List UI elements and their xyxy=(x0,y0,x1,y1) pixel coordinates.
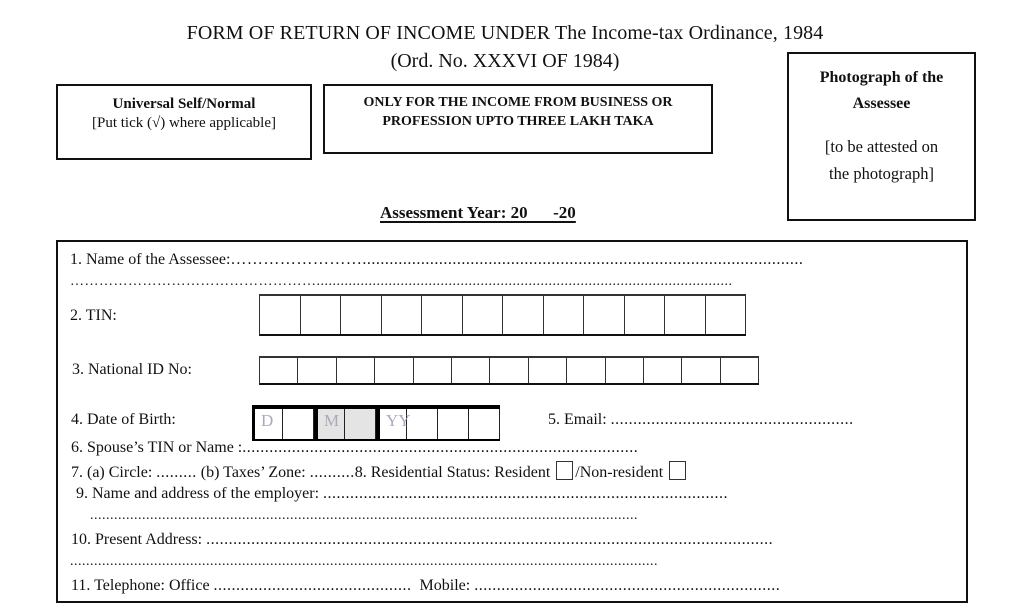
dob-year-cell[interactable]: YY xyxy=(376,409,407,439)
nid-cell[interactable] xyxy=(337,358,375,383)
notice-line-1: ONLY FOR THE INCOME FROM BUSINESS OR xyxy=(363,95,673,110)
nid-cell[interactable] xyxy=(606,358,644,383)
nid-cell[interactable] xyxy=(490,358,528,383)
dob-year-cell[interactable] xyxy=(438,409,469,439)
telephone-mobile-dots[interactable]: .................................................................... xyxy=(474,577,781,594)
assessment-year[interactable] xyxy=(380,203,576,223)
email-label: 5. Email: xyxy=(548,411,607,428)
ordinance-subtitle: (Ord. No. XXXVI OF 1984) xyxy=(390,50,620,72)
dob-input-cells[interactable] xyxy=(252,405,500,441)
name-dots-line2[interactable]: ……………………………………………........................................................................................................ xyxy=(70,274,733,289)
circle-zone-residential-row xyxy=(71,461,688,482)
universal-self-normal-heading: Universal Self/Normal xyxy=(112,96,256,112)
circle-label: 7. (a) Circle: xyxy=(71,464,153,481)
assessment-year-label: Assessment Year: 20 -20 xyxy=(380,203,576,222)
address-dots[interactable]: .............................................................................................................................. xyxy=(206,531,774,548)
dob-month-cell[interactable] xyxy=(345,409,376,439)
employer-dots[interactable]: .......................................................................................... xyxy=(323,485,729,502)
non-resident-checkbox[interactable] xyxy=(669,461,686,480)
photograph-note xyxy=(789,133,974,187)
nid-label: 3. National ID No: xyxy=(72,361,192,378)
employer-label: 9. Name and address of the employer: xyxy=(76,485,320,502)
telephone-mobile-label: Mobile: xyxy=(419,577,471,594)
tin-cell[interactable] xyxy=(382,296,423,334)
email-dots[interactable]: ...................................................... xyxy=(610,411,854,428)
nid-cell[interactable] xyxy=(567,358,605,383)
universal-self-normal-box[interactable] xyxy=(56,84,312,160)
tin-cell[interactable] xyxy=(422,296,463,334)
tin-cell[interactable] xyxy=(341,296,382,334)
notice-line-2: PROFESSION UPTO THREE LAKH TAKA xyxy=(382,114,654,129)
dob-month-cell[interactable]: M xyxy=(314,409,345,439)
taxes-zone-dots[interactable]: .......... xyxy=(309,464,355,481)
nid-input-cells[interactable] xyxy=(259,356,759,385)
employer-dots-line2[interactable]: ......................................................................................................................................... xyxy=(90,508,638,523)
dob-year-cell[interactable] xyxy=(407,409,438,439)
address-label: 10. Present Address: xyxy=(71,531,203,548)
business-income-notice-box xyxy=(323,84,713,154)
photograph-box[interactable] xyxy=(787,52,976,221)
tin-cell[interactable] xyxy=(706,296,747,334)
tin-cell[interactable] xyxy=(665,296,706,334)
non-resident-label: /Non-resident xyxy=(575,464,664,481)
dob-day-cell[interactable] xyxy=(283,409,314,439)
employer-field[interactable] xyxy=(76,485,728,503)
spouse-dots[interactable]: ........................................................................................ xyxy=(242,439,639,456)
photograph-note-line1: [to be attested on xyxy=(824,137,939,156)
residential-status-label: 8. Residential Status: Resident xyxy=(354,464,551,481)
name-field[interactable] xyxy=(70,251,803,269)
tin-cell[interactable] xyxy=(463,296,504,334)
nid-cell[interactable] xyxy=(414,358,452,383)
photograph-heading-line1: Photograph of the xyxy=(819,69,944,86)
telephone-office-dots[interactable]: ............................................ xyxy=(213,577,412,594)
tin-cell[interactable] xyxy=(260,296,301,334)
photograph-note-line2: the photograph] xyxy=(829,164,934,183)
tin-cell[interactable] xyxy=(503,296,544,334)
name-label: 1. Name of the Assessee: xyxy=(70,251,231,268)
telephone-field[interactable] xyxy=(71,577,780,595)
nid-cell[interactable] xyxy=(260,358,298,383)
tick-instruction: [Put tick (√) where applicable] xyxy=(92,115,276,131)
telephone-office-label: 11. Telephone: Office xyxy=(71,577,210,594)
tin-cell[interactable] xyxy=(544,296,585,334)
nid-cell[interactable] xyxy=(298,358,336,383)
name-dots[interactable]: …………………….................................................................................................. xyxy=(230,251,804,268)
dob-day-cell[interactable]: D xyxy=(252,409,283,439)
taxes-zone-label: (b) Taxes’ Zone: xyxy=(200,464,306,481)
nid-cell[interactable] xyxy=(452,358,490,383)
tin-input-cells[interactable] xyxy=(259,294,746,336)
nid-cell[interactable] xyxy=(644,358,682,383)
nid-cell[interactable] xyxy=(682,358,720,383)
dob-label: 4. Date of Birth: xyxy=(71,411,176,428)
spouse-field[interactable] xyxy=(71,439,638,457)
circle-dots[interactable]: ......... xyxy=(156,464,197,481)
tin-cell[interactable] xyxy=(584,296,625,334)
address-field[interactable] xyxy=(71,531,773,549)
tin-cell[interactable] xyxy=(301,296,342,334)
nid-cell[interactable] xyxy=(721,358,759,383)
form-title: FORM OF RETURN OF INCOME UNDER The Income-tax Ordinance, 1984 xyxy=(186,22,824,44)
photograph-heading xyxy=(789,65,974,117)
tin-cell[interactable] xyxy=(625,296,666,334)
nid-cell[interactable] xyxy=(375,358,413,383)
address-dots-line2[interactable]: ................................................................................................................................................... xyxy=(70,554,658,569)
email-field[interactable] xyxy=(548,411,854,429)
spouse-label: 6. Spouse’s TIN or Name : xyxy=(71,439,243,456)
nid-cell[interactable] xyxy=(529,358,567,383)
tin-label: 2. TIN: xyxy=(70,307,117,324)
dob-year-cell[interactable] xyxy=(469,409,500,439)
photograph-heading-line2: Assessee xyxy=(852,95,911,112)
resident-checkbox[interactable] xyxy=(556,461,573,480)
